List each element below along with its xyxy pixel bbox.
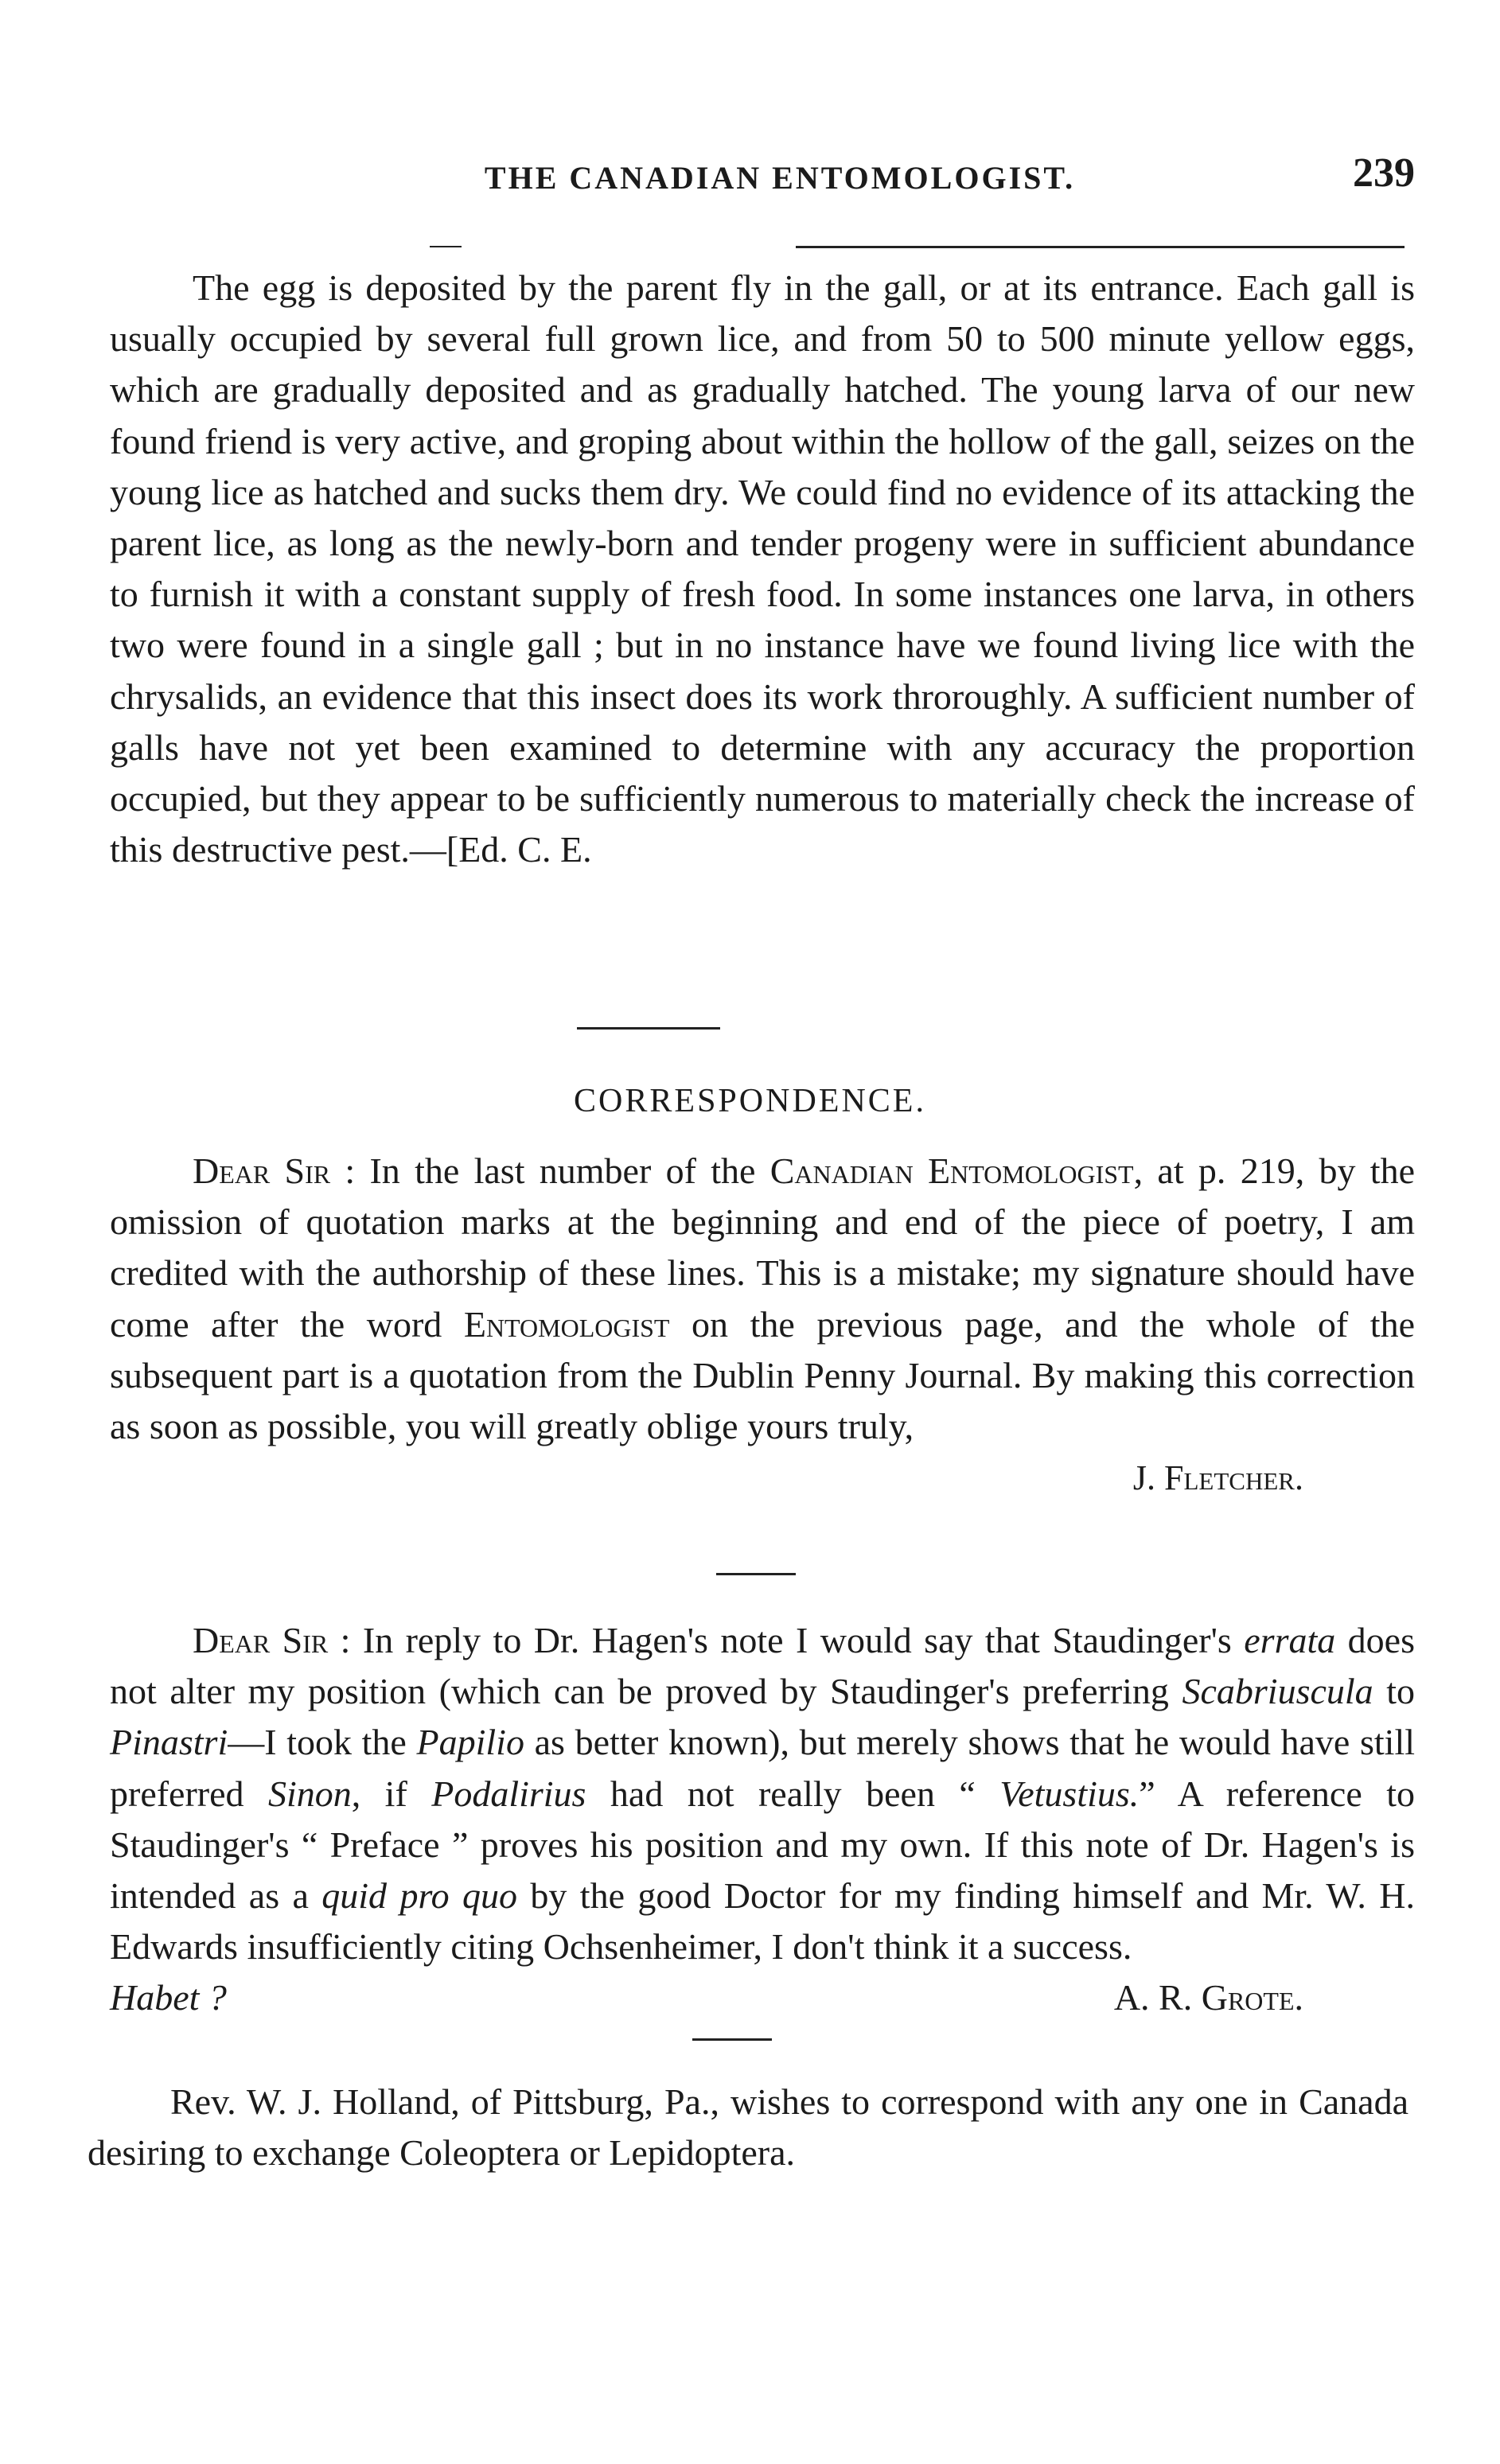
letter-paragraph: Dear Sir : In the last number of the Canadian Entomologist, at p. 219, by the omission of quotation marks at the beginning and end of the piece of poetry, I am credited with the authorship of these lines. This is a mistake; my signature should have come after the word Entomologist on the previous page, and the whole of the subsequent part is a quotation from the Dublin Penny Journal. By making this correction as soon as possible, you will greatly oblige yours truly, <box>110 1150 1415 1447</box>
editorial-paragraph: The egg is deposited by the parent fly in the gall, or at its entrance. Each gall is usually occupied by several full grown lice, and from 50 to 500 minute yellow eggs, which are gradually deposited and as gradually hatched. The young larva of our new found friend is very active, and groping about within the hollow of the gall, seizes on the young lice as hatched and sucks them dry. We could find no evidence of its attacking the parent lice, as long as the newly-born and tender progeny were in sufficient abundance to furnish it with a constant supply of fresh food. In some instances one larva, in others two were found in a single gall ; but in no instance have we found living lice with the chrysalids, an evidence that this insect does its work throroughly. A sufficient number of galls have not yet been examined to determine with any accuracy the proportion occupied, but they appear to be sufficiently numerous to materially check the increase of this destructive pest.—[Ed. C. E. <box>110 267 1415 870</box>
letter-paragraph: Dear Sir : In reply to Dr. Hagen's note I would say that Staudinger's errata does not alter my position (which can be proved by Staudinger's preferring Scabriuscula to Pinastri—I took the Papilio as better known), but merely shows that he would have still preferred Sinon, if Podalirius had not really been “ Vetustius.” A reference to Staudinger's “ Preface ” proves his position and my own. If this note of Dr. Hagen's is intended as a quid pro quo by the good Doctor for my finding himself and Mr. W. H. Edwards insufficiently citing Ochsenheimer, I don't think it a success. <box>110 1620 1415 1968</box>
section-divider <box>577 1027 720 1030</box>
signature-grote: A. R. Grote. <box>1113 1977 1303 2018</box>
header-rule-short <box>430 246 462 247</box>
header-rule <box>796 246 1405 248</box>
letter-fletcher <box>110 1146 1415 1497</box>
closing: Habet ? <box>110 1977 227 2018</box>
notice-divider <box>692 2038 772 2041</box>
section-heading: CORRESPONDENCE. <box>574 1083 926 1119</box>
journal-name: Canadian Entomologist <box>769 1150 1134 1191</box>
letter-grote <box>110 1615 1415 2024</box>
exchange-notice <box>88 2077 1408 2178</box>
page-number: 239 <box>1353 150 1415 196</box>
salutation: Dear Sir <box>193 1620 329 1660</box>
closing-line <box>110 1972 1415 2023</box>
editorial-note <box>110 263 1415 875</box>
letter-divider <box>716 1573 796 1575</box>
notice-paragraph: Rev. W. J. Holland, of Pittsburg, Pa., wishes to correspond with any one in Canada desiring to exchange Coleoptera or Lepidoptera. <box>88 2081 1408 2174</box>
signature-fletcher: J. Fletcher. <box>1132 1458 1303 1497</box>
salutation: Dear Sir <box>193 1150 331 1191</box>
running-header: THE CANADIAN ENTOMOLOGIST. <box>484 160 1076 196</box>
quoted-word: Entomologist <box>463 1303 670 1345</box>
